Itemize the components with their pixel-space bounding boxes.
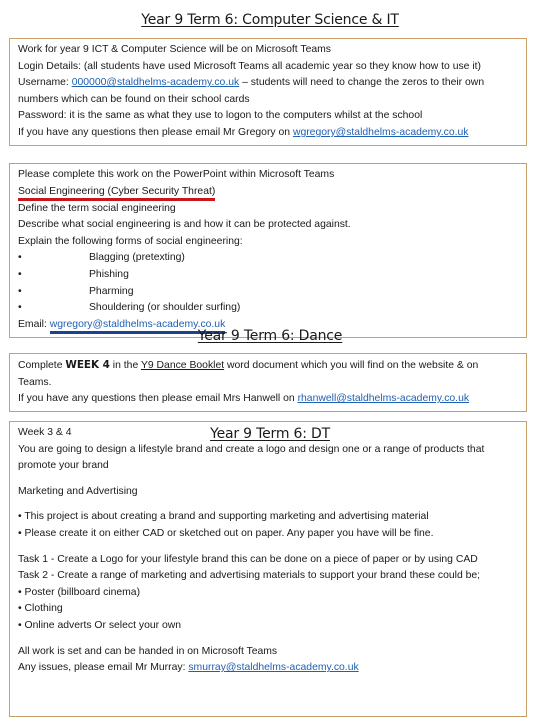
dt-content — [9, 421, 527, 717]
bullet-symbol: • — [18, 285, 22, 297]
cs-contact-line — [18, 125, 518, 142]
cs-line: numbers which can be found on their school cards — [18, 93, 250, 105]
cs-line: Login Details: (all students have used Microsoft Teams all academic year so they know how to use it) — [18, 60, 481, 72]
dance-box — [9, 353, 527, 412]
dt-footer: All work is set and can be handed in on Microsoft Teams — [18, 645, 278, 657]
list-item-text: Pharming — [89, 285, 134, 297]
week-label: WEEK 4 — [65, 359, 110, 371]
gregory-email-link[interactable]: wgregory@staldhelms-academy.co.uk — [292, 126, 469, 138]
dt-point: • This project is about creating a brand and supporting marketing and advertising material — [18, 511, 429, 523]
list-item-text: Phishing — [89, 268, 129, 280]
email-label: Email: — [18, 318, 50, 330]
topic-title: Social Engineering (Cyber Security Threat) — [18, 185, 215, 201]
dance-text: word document which you will find on the website & on — [224, 360, 479, 371]
dt-contact-line — [18, 660, 518, 677]
cs-heading — [0, 12, 540, 28]
cs-topic-line — [18, 184, 518, 201]
dt-contact-text: Any issues, please email Mr Murray: — [18, 662, 189, 674]
username-note: – students will need to change the zeros to their own — [239, 77, 485, 89]
cs-login-box — [9, 38, 527, 146]
list-item: • Poster (billboard cinema) — [18, 586, 141, 598]
bullet-symbol: • — [18, 302, 22, 314]
username-example-link[interactable]: 000000@staldhelms-academy.co.uk — [71, 77, 240, 89]
list-item: • Online adverts Or select your own — [18, 619, 182, 631]
cs-task-line: Define the term social engineering — [18, 202, 176, 214]
list-item-text: Blagging (pretexting) — [89, 252, 185, 264]
dance-line: Teams. — [18, 376, 52, 388]
dance-line — [18, 357, 518, 375]
dt-line: promote your brand — [18, 460, 109, 472]
cs-line: Password: it is the same as what they use to logon to the computers whilst at the school — [18, 110, 423, 122]
dance-booklet-name: Y9 Dance Booklet — [140, 360, 225, 371]
murray-email-link[interactable]: smurray@staldhelms-academy.co.uk — [188, 662, 359, 674]
dance-text: Complete — [18, 360, 66, 371]
bullet-symbol: • — [18, 252, 22, 264]
dt-task: Task 1 - Create a Logo for your lifestyle brand this can be done on a piece of paper or by using CAD — [18, 553, 478, 565]
dance-text: in the — [109, 360, 141, 371]
dance-heading-text: Year 9 Term 6: Dance — [197, 328, 343, 344]
bullet-symbol: • — [18, 268, 22, 280]
cs-line: Work for year 9 ICT & Computer Science will be on Microsoft Teams — [18, 44, 331, 55]
dt-subheading: Marketing and Advertising — [18, 485, 138, 497]
dt-task: Task 2 - Create a range of marketing and advertising materials to support your brand these could be; — [18, 570, 481, 582]
cs-task-line: Please complete this work on the PowerPoint within Microsoft Teams — [18, 169, 335, 180]
dance-heading — [0, 328, 540, 344]
gregory-email-link[interactable]: wgregory@staldhelms-academy.co.uk — [50, 318, 226, 334]
list-item — [18, 284, 518, 301]
dt-point: • Please create it on either CAD or sketched out on paper. Any paper you have will be fine. — [18, 527, 434, 539]
cs-heading-text: Year 9 Term 6: Computer Science & IT — [141, 12, 399, 28]
cs-task-line: Explain the following forms of social engineering: — [18, 235, 243, 247]
cs-task-line: Describe what social engineering is and how it can be protected against. — [18, 219, 351, 231]
username-label: Username: — [18, 77, 72, 89]
cs-task-box — [9, 163, 527, 338]
hanwell-email-link[interactable]: rhanwell@staldhelms-academy.co.uk — [297, 393, 470, 405]
cs-username-line — [18, 75, 518, 92]
dt-line: You are going to design a lifestyle brand and create a logo and design one or a range of products that — [18, 443, 485, 455]
dance-contact-text: If you have any questions then please email Mrs Hanwell on — [18, 393, 298, 405]
contact-text: If you have any questions then please email Mr Gregory on — [18, 126, 293, 138]
list-item — [18, 300, 518, 317]
list-item — [18, 267, 518, 284]
list-item-text: Shouldering (or shoulder surfing) — [89, 302, 241, 314]
dt-week: Week 3 & 4 — [18, 427, 72, 438]
list-item: • Clothing — [18, 603, 63, 615]
dt-heading-text: Year 9 Term 6: DT — [210, 426, 330, 442]
list-item — [18, 250, 518, 267]
dance-contact-line — [18, 391, 518, 408]
